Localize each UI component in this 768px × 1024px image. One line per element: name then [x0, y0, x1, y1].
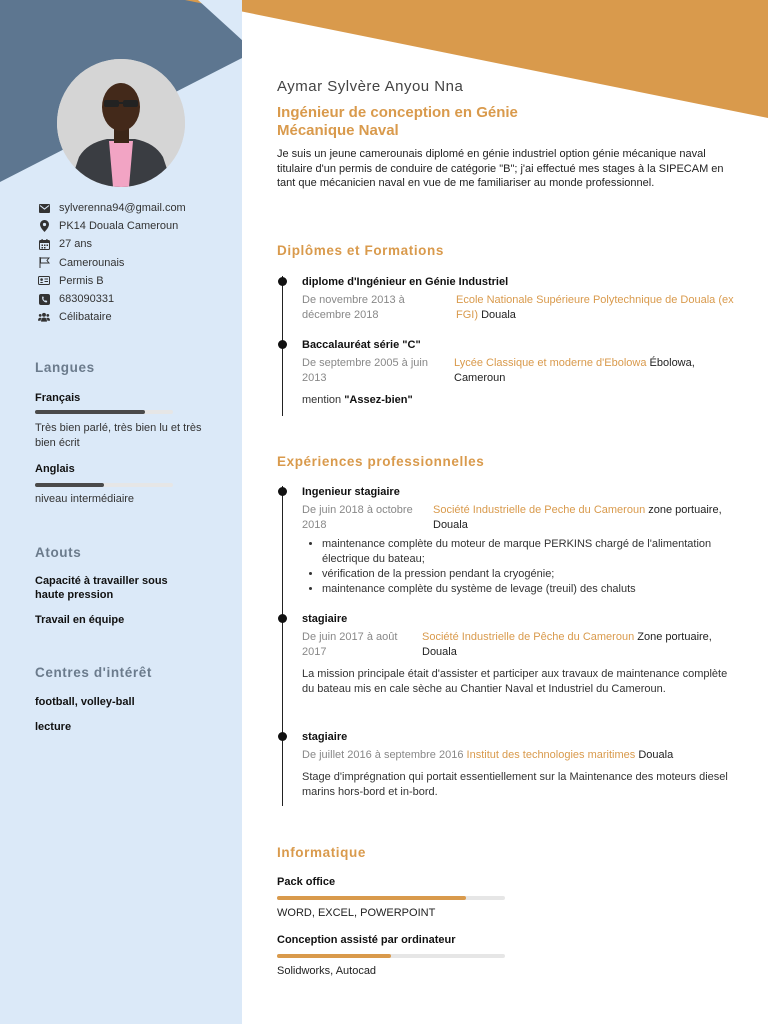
experience-company[interactable]: Institut des technologies maritimes — [466, 749, 636, 761]
education-entry — [302, 338, 742, 408]
job-title-line: Mécanique Naval — [277, 122, 399, 139]
experience-role: Ingenieur stagiaire — [302, 486, 400, 498]
contact-marital — [38, 308, 238, 326]
job-title — [277, 104, 597, 140]
experience-details — [302, 630, 742, 660]
experience-company[interactable]: Société Industrielle de Peche du Cameroun — [433, 504, 646, 516]
education-date: De novembre 2013 à décembre 2018 — [302, 294, 405, 321]
education-degree: diplome d'Ingénieur en Génie Industriel — [302, 276, 509, 288]
language-description: Très bien parlé, très bien lu et très bien écrit — [35, 422, 202, 449]
education-location: Douala — [481, 309, 516, 321]
it-skill-office — [277, 876, 517, 919]
education-mention — [302, 393, 742, 408]
marital-text: Célibataire — [59, 311, 112, 324]
users-icon — [38, 311, 50, 323]
timeline-dot — [278, 487, 287, 496]
interest-item: lecture — [35, 721, 72, 733]
interests-title: Centres d'intérêt — [35, 665, 152, 680]
education-place — [456, 293, 736, 323]
it-skills-title: Informatique — [277, 845, 366, 860]
experience-date: De juin 2018 à octobre 2018 — [302, 504, 413, 531]
interest-item: football, volley-ball — [35, 696, 135, 708]
contact-phone[interactable] — [38, 290, 238, 308]
experience-role: stagiaire — [302, 731, 348, 743]
experience-title: Expériences professionnelles — [277, 454, 485, 469]
language-english — [35, 463, 220, 507]
task-item: • maintenance complète du moteur de marque PERKINS chargé de l'alimentation électrique du bateau; — [322, 537, 722, 567]
language-name: Français — [35, 392, 81, 404]
skill-level-fill — [277, 954, 391, 958]
skill-level-bar — [277, 954, 505, 958]
language-level-fill — [35, 410, 145, 414]
calendar-icon — [38, 238, 50, 250]
strengths-section — [35, 545, 220, 627]
contact-info — [38, 199, 238, 326]
experience-date: De juin 2017 à août 2017 — [302, 631, 398, 658]
envelope-icon — [38, 202, 50, 214]
job-title-line: Ingénieur de conception en Génie — [277, 104, 518, 121]
language-level-fill — [35, 483, 104, 487]
experience-timeline — [282, 486, 283, 806]
experience-place — [422, 630, 722, 660]
contact-age — [38, 235, 238, 253]
license-text: Permis B — [59, 274, 104, 287]
address-text: PK14 Douala Cameroun — [59, 220, 179, 233]
skill-level-fill — [277, 896, 466, 900]
mention-label: mention — [302, 394, 345, 406]
phone-icon — [38, 293, 50, 305]
language-level-bar — [35, 483, 173, 487]
phone-text[interactable]: 683090331 — [59, 293, 115, 306]
education-title: Diplômes et Formations — [277, 243, 444, 258]
timeline-dot — [278, 277, 287, 286]
education-location: Ébolowa, Cameroun — [454, 357, 695, 384]
age-text: 27 ans — [59, 238, 93, 251]
nationality-text: Camerounais — [59, 256, 125, 269]
experience-description: Stage d'imprégnation qui portait essentiellement sur la Maintenance des moteurs diesel marins hors-bord et in-bord. — [302, 771, 728, 798]
profile-summary: Je suis un jeune camerounais diplomé en génie industriel option génie mécanique naval titulaire d'un permis de conduire de catégorie "B"; j'ai effectué mes stages à la SIPECAM en tant que mécanicien naval en vue de me familiariser au monde professionnel. — [277, 148, 724, 189]
mention-value: "Assez-bien" — [344, 394, 413, 406]
skill-name: Conception assisté par ordinateur — [277, 934, 456, 946]
strength-item: Capacité à travailler sous haute pression — [35, 575, 168, 601]
timeline-dot — [278, 732, 287, 741]
it-skill-cad — [277, 934, 517, 977]
education-details — [302, 356, 742, 386]
skill-name: Pack office — [277, 876, 336, 888]
education-school[interactable]: Ecole Nationale Supérieure Polytechnique de Douala (ex FGI) — [456, 294, 734, 321]
experience-tasks — [322, 537, 722, 597]
skill-description: WORD, EXCEL, POWERPOINT — [277, 907, 436, 919]
experience-date: De juillet 2016 à septembre 2016 — [302, 749, 464, 761]
id-card-icon — [38, 275, 50, 287]
experience-details — [302, 748, 742, 763]
experience-company[interactable]: Société Industrielle de Pêche du Cameroun — [422, 631, 635, 643]
strengths-title: Atouts — [35, 545, 82, 560]
experience-details — [302, 503, 742, 533]
education-entry — [302, 275, 742, 323]
education-place — [454, 356, 734, 386]
contact-license — [38, 272, 238, 290]
education-details — [302, 293, 742, 323]
language-level-bar — [35, 410, 173, 414]
map-pin-icon — [38, 220, 50, 232]
skill-level-bar — [277, 896, 505, 900]
email-text[interactable]: sylverenna94@gmail.com — [59, 202, 186, 215]
timeline-dot — [278, 340, 287, 349]
languages-title: Langues — [35, 360, 95, 375]
language-name: Anglais — [35, 463, 75, 475]
profile-photo — [57, 59, 185, 187]
experience-entry — [302, 612, 742, 697]
interests-section — [35, 665, 220, 734]
flag-icon — [38, 257, 50, 269]
contact-nationality — [38, 254, 238, 272]
education-date: De septembre 2005 à juin 2013 — [302, 357, 428, 384]
experience-description: La mission principale était d'assister et participer aux travaux de maintenance complète du bateau mis en cale sèche au Chantier Naval et Industriel du Cameroun. — [302, 668, 728, 695]
experience-location: Zone portuaire, Douala — [422, 631, 712, 658]
experience-location: zone portuaire, Douala — [433, 504, 722, 531]
experience-role: stagiaire — [302, 613, 348, 625]
contact-email[interactable] — [38, 199, 238, 217]
language-description: niveau intermédiaire — [35, 493, 135, 505]
timeline-dot — [278, 614, 287, 623]
languages-section — [35, 360, 220, 375]
experience-entry — [302, 485, 742, 597]
candidate-name: Aymar Sylvère Anyou Nna — [277, 78, 464, 95]
experience-location: Douala — [638, 749, 674, 761]
education-degree: Baccalauréat série "C" — [302, 339, 421, 351]
task-item: • maintenance complète du système de levage (treuil) des chaluts — [322, 582, 722, 597]
language-french — [35, 392, 220, 451]
skill-description: Solidworks, Autocad — [277, 965, 377, 977]
strength-item: Travail en équipe — [35, 614, 125, 626]
contact-address — [38, 217, 238, 235]
education-school[interactable]: Lycée Classique et moderne d'Ebolowa — [454, 357, 647, 369]
task-item: • vérification de la pression pendant la cryogénie; — [322, 567, 722, 582]
experience-entry — [302, 730, 742, 800]
experience-place — [433, 503, 733, 533]
